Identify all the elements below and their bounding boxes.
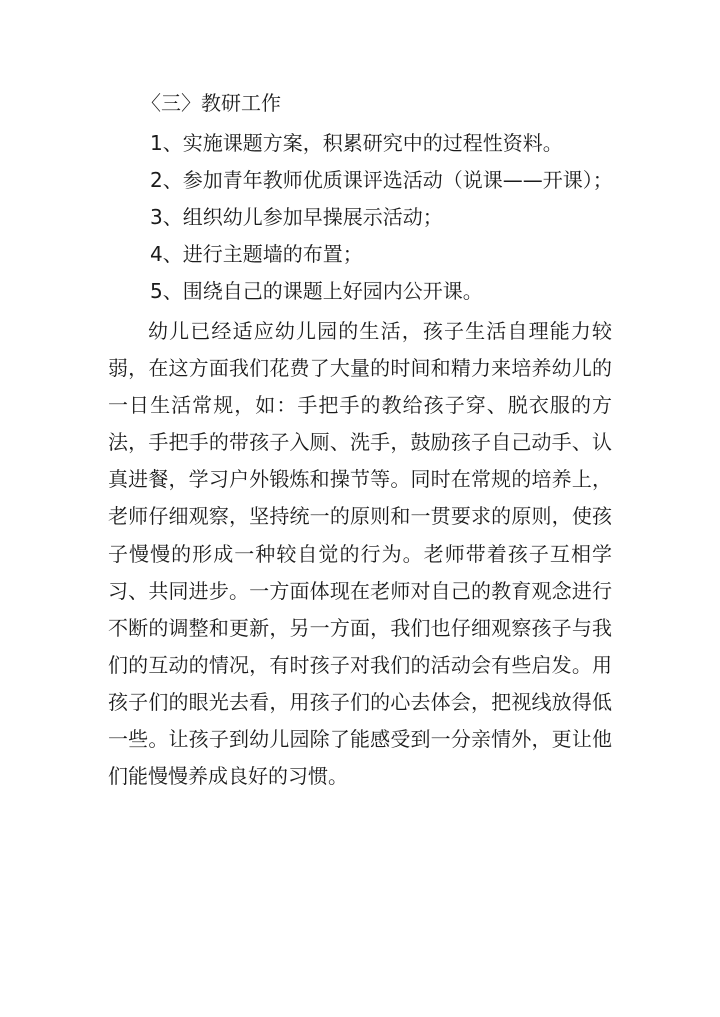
body-paragraph: 幼儿已经适应幼儿园的生活，孩子生活自理能力较弱，在这方面我们花费了大量的时间和精力来培养幼儿的一日生活常规，如：手把手的教给孩子穿、脱衣服的方法，手把手的带孩子入厕、洗手，鼓励孩子自己动手、认真进餐，学习户外锻炼和操节等。同时在常规的培养上，老师仔细观察，坚持统一的原则和一贯要求的原则，使孩子慢慢的形成一种较自觉的行为。老师带着孩子互相学习、共同进步。一方面体现在老师对自己的教育观念进行不断的调整和更新，另一方面，我们也仔细观察孩子与我们的互动的情况，有时孩子对我们的活动会有些启发。用孩子们的眼光去看，用孩子们的心去体会，把视线放得低一些。让孩子到幼儿园除了能感受到一分亲情外，更让他们能慢慢养成良好的习惯。	[108, 319, 612, 789]
list-item-3: 3、组织幼儿参加早操展示活动；	[150, 205, 443, 229]
list-item-2: 2、参加青年教师优质课评选活动（说课——开课）；	[150, 168, 613, 192]
section-heading: 〈三〉教研工作	[141, 91, 281, 115]
list-item-1: 1、实施课题方案，积累研究中的过程性资料。	[150, 131, 563, 155]
list-item-4: 4、进行主题墙的布置；	[150, 242, 363, 266]
list-item-5: 5、围绕自己的课题上好园内公开课。	[150, 279, 483, 303]
